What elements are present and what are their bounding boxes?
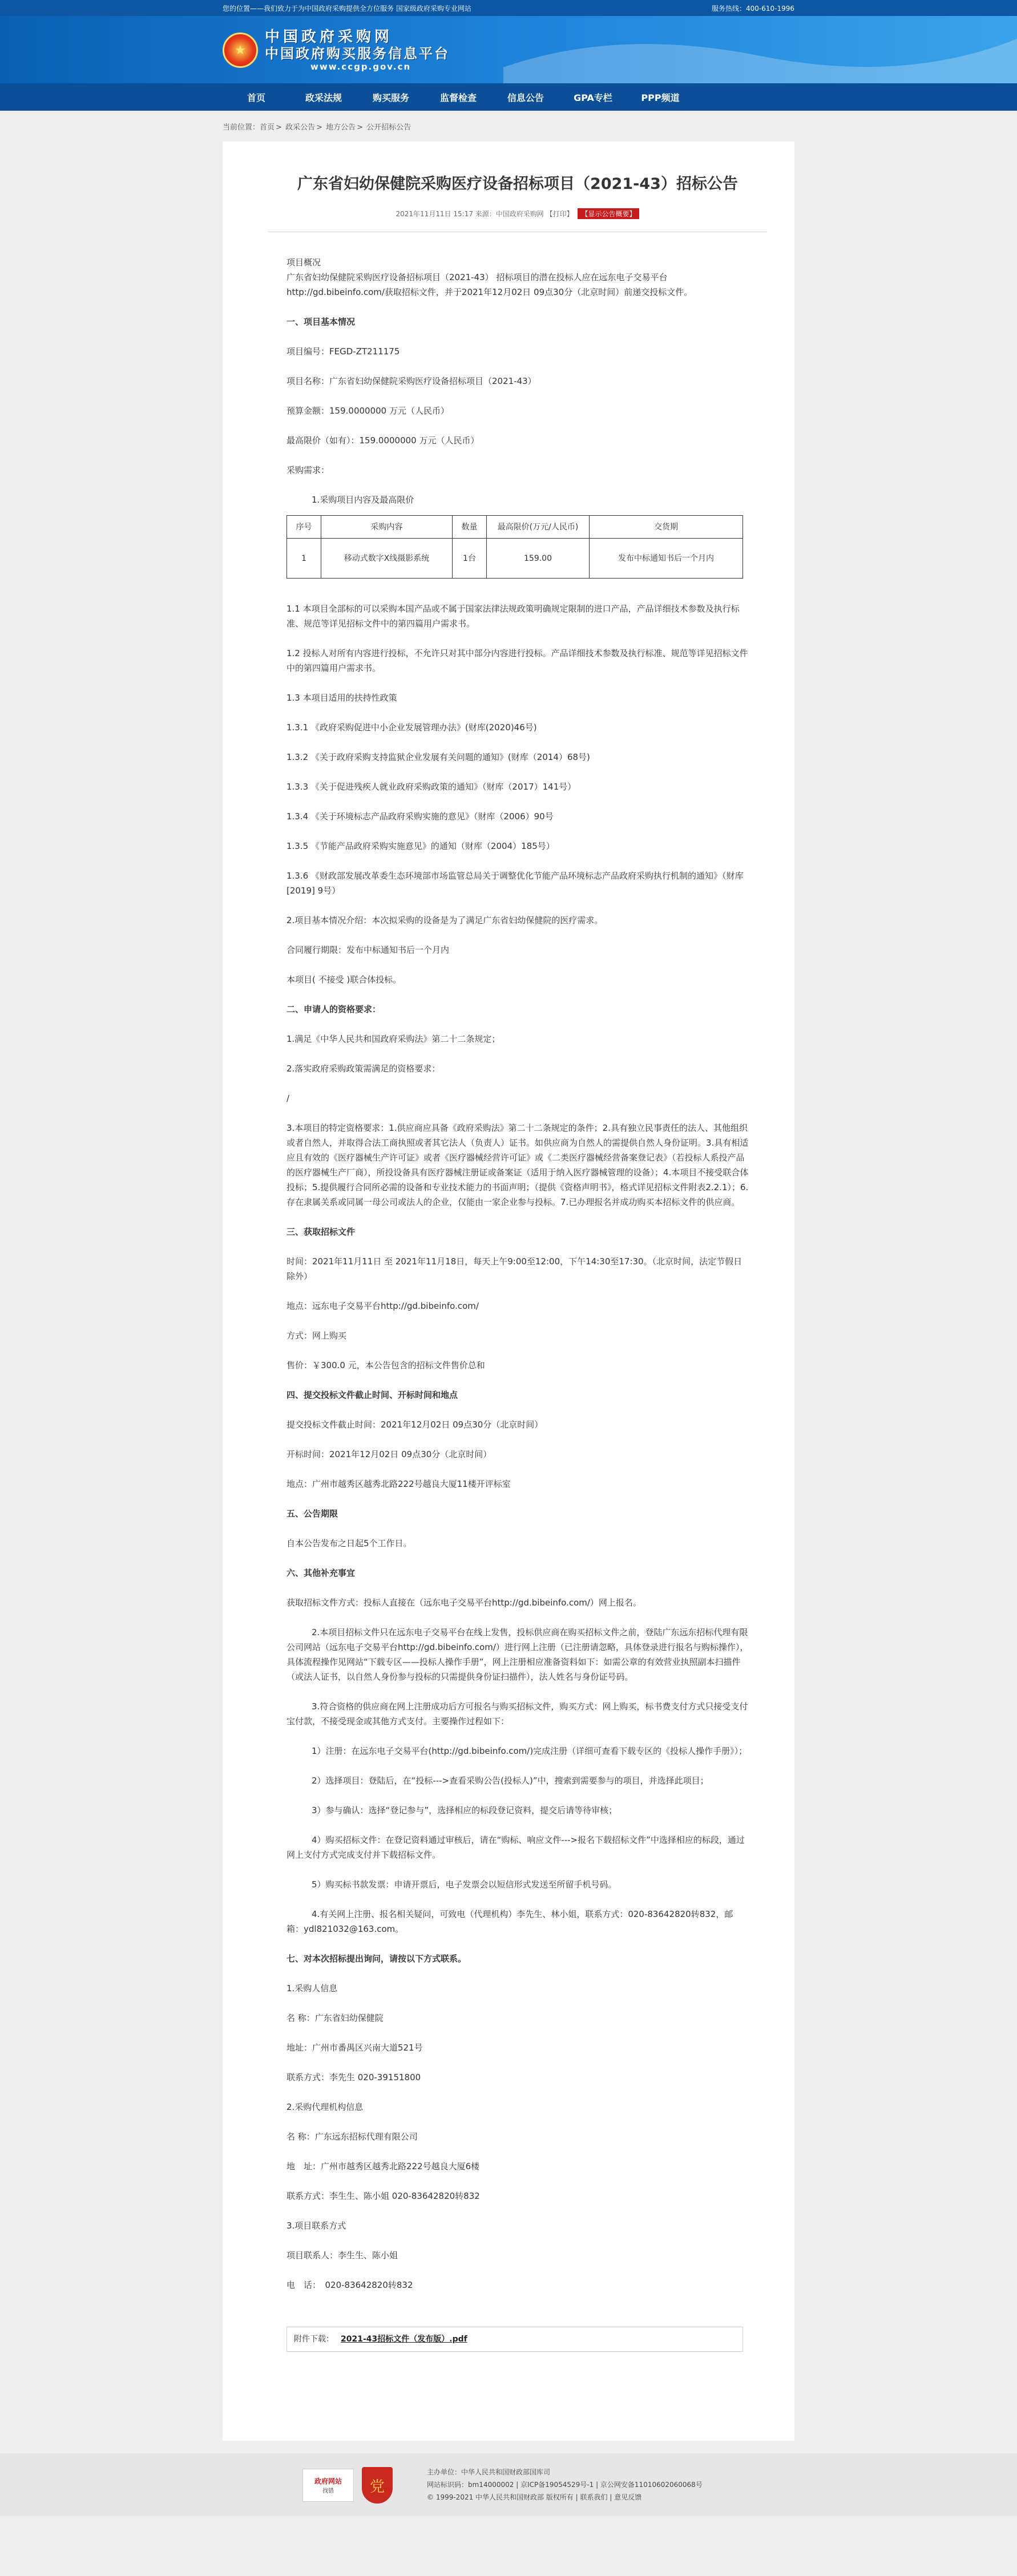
purchaser-heading: 1.采购人信息	[286, 1983, 338, 1993]
top-bar	[0, 0, 1017, 16]
footer-copyright: © 1999-2021 中华人民共和国财政部 版权所有 | 联系我们 | 意见反馈	[427, 2493, 642, 2501]
para-1-1: 1.1 本项目全部标的可以采购本国产品或不属于国家法律法规政策明确规定限制的进口产品，产品详细技术参数及执行标准、规范等详见招标文件中的第四篇用户需求书。	[286, 604, 740, 629]
other-3-3: 3）参与确认：选择“登记参与”，选择相应的标段登记资料，提交后请等待审核；	[312, 1805, 618, 1815]
overview-line-2: http://gd.bibeinfo.com/获取招标文件，并于2021年12月02日 09点30分（北京时间）前递交投标文件。	[286, 287, 693, 297]
breadcrumb-local[interactable]: 地方公告	[326, 123, 356, 132]
other-3-1: 1）注册：在远东电子交易平台(http://gd.bibeinfo.com/)完成注册（详细可查看下载专区的《投标人操作手册》）；	[312, 1746, 748, 1756]
para-1-3: 1.3 本项目适用的扶持性政策	[286, 693, 397, 703]
obtain-price: 售价：￥300.0 元，本公告包含的招标文件售价总和	[286, 1360, 485, 1370]
hotline: 服务热线：400-610-1996	[711, 4, 794, 13]
logo-subtitle: 中国政府购买服务信息平台	[265, 46, 450, 62]
purchaser-contact: 联系方式：李先生 020-39151800	[286, 2072, 421, 2082]
other-2: 2.本项目招标文件只在远东电子交易平台在线上发售，投标供应商在购买招标文件之前，登陆广东远东招标代理有限公司网站（远东电子交易平台http://gd.bibeinfo.com/）进行网上注册（已注册请忽略，具体登录进行报名与购标操作），具体流程操作见网站“下载专区——投标人操作手册”，网上注册相应准备资料如下：如需公章的有效营业执照副本扫描件（或法人证书，以自然人身份参与投标的只需提供身份证扫描件），法人姓名与身份证号码。	[286, 1627, 749, 1682]
article-container	[223, 141, 794, 2441]
breadcrumb-home[interactable]: 当前位置：首页	[223, 123, 275, 132]
site-banner	[0, 16, 1017, 83]
purchaser-name: 名 称：广东省妇幼保健院	[286, 2013, 384, 2023]
agency-address: 地 址：广州市越秀区越秀北路222号越良大厦6楼	[286, 2161, 480, 2171]
nav-purchase-services[interactable]: 购买服务	[372, 92, 409, 103]
nav-supervision[interactable]: 监督检查	[439, 92, 477, 103]
section-1-heading: 一、项目基本情况	[286, 317, 356, 327]
cell-max-price: 159.00	[487, 539, 590, 579]
opening-place: 地点：广州市越秀区越秀北路222号越良大厦11楼开评标室	[286, 1479, 511, 1489]
project-contact-heading: 3.项目联系方式	[286, 2221, 346, 2231]
logo-title: 中国政府采购网	[265, 29, 393, 46]
overview-line-1: 广东省妇幼保健院采购医疗设备招标项目（2021-43） 招标项目的潜在投标人应在远东电子交易平台	[286, 272, 668, 282]
para-1-3-6: 1.3.6 《财政部发展改革委生态环境部市场监管总局关于调整优化节能产品环境标志产品政府采购执行机制的通知》（财库[2019] 9号）	[286, 871, 744, 896]
attachment-box	[286, 2327, 743, 2352]
breadcrumb: 当前位置：首页 > 政采公告 > 地方公告 > 公开招标公告	[223, 123, 411, 132]
demand-label: 采购需求：	[286, 465, 330, 475]
breadcrumb-announcements[interactable]: 政采公告	[285, 123, 316, 132]
other-3-5: 5）购买标书款发票：申请开票后，电子发票会以短信形式发送至所留手机号码。	[312, 1879, 617, 1890]
para-1-3-1: 1.3.1 《政府采购促进中小企业发展管理办法》(财库(2020)46号)	[286, 722, 537, 733]
col-content: 采购内容	[321, 516, 453, 539]
demand-subheading: 1.采购项目内容及最高限价	[312, 495, 414, 505]
col-max-price: 最高限价(万元/人民币)	[487, 516, 590, 539]
para-1-3-2: 1.3.2 《关于政府采购支持监狱企业发展有关问题的通知》(财库（2014）68号)	[286, 752, 590, 762]
nav-home[interactable]: 首页	[247, 92, 265, 103]
banner-wave-decoration	[503, 16, 1017, 83]
nav-gpa[interactable]: GPA专栏	[574, 92, 612, 103]
national-emblem-icon: ★	[223, 33, 258, 68]
other-3: 3.符合资格的供应商在网上注册成功后方可报名与购买招标文件，购买方式：网上购买，标书费支付方式只接受支付宝付款，不接受现金或其他方式支付。主要操作过程如下：	[286, 1701, 748, 1726]
section-6-heading: 六、其他补充事宜	[286, 1568, 356, 1578]
footer-host: 主办单位：中华人民共和国财政部国库司	[427, 2468, 551, 2476]
deadline: 提交投标文件截止时间：2021年12月02日 09点30分（北京时间）	[286, 1420, 543, 1430]
cell-content: 移动式数字X线摄影系统	[321, 539, 453, 579]
qualification-2-value: /	[286, 1093, 290, 1103]
breadcrumb-current[interactable]: 公开招标公告	[366, 123, 411, 132]
cell-quantity: 1台	[453, 539, 487, 579]
other-3-4: 4）购买招标文件：在登记资料通过审核后，请在“购标、响应文件--->报名下载招标文件”中选择相应的标段，通过网上支付方式完成支付并下载招标文件。	[286, 1835, 745, 1860]
contract-period: 合同履行期限：发布中标通知书后一个月内	[286, 945, 450, 955]
footer-ids: 网站标识码：bm14000002 | 京ICP备19054529号-1 | 京公网安备11010602060068号	[427, 2481, 703, 2489]
obtain-method: 方式：网上购买	[286, 1331, 347, 1341]
cell-delivery: 发布中标通知书后一个月内	[590, 539, 743, 579]
nav-ppp[interactable]: PPP频道	[641, 92, 680, 103]
table-header-row	[287, 516, 743, 539]
section-7-heading: 七、对本次招标提出询问，请按以下方式联系。	[286, 1954, 467, 1964]
opening-time: 开标时间：2021年12月02日 09点30分（北京时间）	[286, 1449, 492, 1459]
attachment-link[interactable]: 2021-43招标文件（发布版）.pdf	[341, 2335, 467, 2344]
article-body	[286, 255, 749, 2352]
article-meta-text: 2021年11月11日 15:17 来源：中国政府采购网 【打印】	[396, 210, 574, 218]
table-row	[287, 539, 743, 579]
para-1-3-5: 1.3.5 《节能产品政府采购实施意见》的通知（财库（2004）185号）	[286, 841, 555, 851]
project-name: 项目名称：广东省妇幼保健院采购医疗设备招标项目（2021-43）	[286, 376, 536, 386]
col-quantity: 数量	[453, 516, 487, 539]
obtain-time: 时间：2021年11月11日 至 2021年11月18日，每天上午9:00至12:00，下午14:30至17:30。（北京时间，法定节假日除外）	[286, 1256, 742, 1281]
section-5-heading: 五、公告期限	[286, 1509, 338, 1519]
union-bid: 本项目( 不接受 )联合体投标。	[286, 974, 402, 985]
para-1-2: 1.2 投标人对所有内容进行投标，不允许只对其中部分内容进行投标。产品详细技术参数及执行标准、规范等详见招标文件中的第四篇用户需求书。	[286, 648, 748, 673]
notice-period: 自本公告发布之日起5个工作日。	[286, 1538, 412, 1548]
para-1-3-3: 1.3.3 《关于促进残疾人就业政府采购政策的通知》（财库（2017）141号）	[286, 782, 576, 792]
badge-title: 政府网站	[314, 2477, 342, 2485]
section-2-heading: 二、申请人的资格要求：	[286, 1004, 381, 1014]
article-meta	[286, 208, 749, 219]
project-contact-phone: 电 话： 020-83642820转832	[286, 2280, 413, 2290]
purchaser-address: 地址：广州市番禺区兴南大道521号	[286, 2043, 423, 2053]
agency-heading: 2.采购代理机构信息	[286, 2102, 364, 2112]
para-2: 2.项目基本情况介绍：本次拟采购的设备是为了满足广东省妇幼保健院的医疗需求。	[286, 915, 603, 925]
other-1: 获取招标文件方式：投标人直接在（远东电子交易平台http://gd.bibeinfo.com/）网上报名。	[286, 1598, 641, 1608]
top-bar-left: 您的位置——我们致力于为中国政府采购提供全方位服务 国家级政府采购专业网站	[223, 4, 471, 13]
col-delivery: 交货期	[590, 516, 743, 539]
overview-heading: 项目概况	[286, 257, 321, 268]
badge-subtitle: 找错	[322, 2488, 334, 2494]
other-4: 4.有关网上注册、报名相关疑问，可致电（代理机构）李先生、林小姐，联系方式：020-83642820转832，邮箱：ydl821032@163.com。	[286, 1909, 733, 1934]
attachment-label: 附件下载：	[294, 2335, 334, 2344]
budget: 预算金额：159.0000000 万元（人民币）	[286, 406, 449, 416]
show-summary-button[interactable]: 【显示公告概要】	[578, 208, 639, 219]
site-footer	[0, 2453, 1017, 2516]
max-price: 最高限价（如有）：159.0000000 万元（人民币）	[286, 435, 479, 446]
items-table	[286, 515, 743, 579]
qualification-1: 1.满足《中华人民共和国政府采购法》第二十二条规定；	[286, 1034, 501, 1044]
logo-url: www.ccgp.gov.cn	[310, 62, 411, 72]
page-title: 广东省妇幼保健院采购医疗设备招标项目（2021-43）招标公告	[297, 175, 738, 193]
qualification-2: 2.落实政府采购政策需满足的资格要求：	[286, 1063, 441, 1074]
cell-index: 1	[287, 539, 321, 579]
site-logo[interactable]	[223, 29, 450, 72]
agency-contact: 联系方式：李生生、陈小姐 020-83642820转832	[286, 2191, 480, 2201]
main-nav	[0, 83, 1017, 111]
nav-regulations[interactable]: 政采法规	[305, 92, 342, 103]
obtain-place: 地点：远东电子交易平台http://gd.bibeinfo.com/	[286, 1301, 479, 1311]
section-4-heading: 四、提交投标文件截止时间、开标时间和地点	[286, 1390, 458, 1400]
agency-name: 名 称：广东远东招标代理有限公司	[286, 2132, 418, 2142]
col-index: 序号	[287, 516, 321, 539]
nav-announcements[interactable]: 信息公告	[507, 92, 544, 103]
section-3-heading: 三、获取招标文件	[286, 1227, 356, 1237]
party-organization-badge-icon[interactable]: 党	[362, 2467, 393, 2504]
project-number: 项目编号：FEGD-ZT211175	[286, 346, 400, 357]
qualification-3: 3.本项目的特定资格要求：1.供应商应具备《政府采购法》第二十二条规定的条件；2.具有独立民事责任的法人、其他组织或者自然人，并取得合法工商执照或者其它法人（负责人）证书。如供应商为自然人的需提供自然人身份证明。3.具有相适应且有效的《医疗器械生产许可证》或者《医疗器械经营许可证》或《二类医疗器械经营备案登记表》（若投标人系投产品的医疗器械生产厂商），所投设备具有医疗器械注册证或备案证（适用于纳入医疗器械管理的设备）；4.本项目不接受联合体投标；5.提供履行合同所必需的设备和专业技术能力的书面声明；（提供《资格声明书》，格式详见招标文件附表2.2.1）；6.存在隶属关系或同属一母公司或法人的企业，仅能由一家企业参与投标。7.已办理报名并成功购买本招标文件的供应商。	[286, 1123, 749, 1207]
project-contact-people: 项目联系人：李生生、陈小姐	[286, 2250, 398, 2260]
other-3-2: 2）选择项目：登陆后，在“投标--->查看采购公告(投标人)”中，搜索到需要参与的项目，并选择此项目；	[312, 1776, 709, 1786]
para-1-3-4: 1.3.4 《关于环境标志产品政府采购实施的意见》（财库（2006）90号	[286, 811, 554, 822]
gov-site-error-report-badge[interactable]	[302, 2469, 354, 2502]
